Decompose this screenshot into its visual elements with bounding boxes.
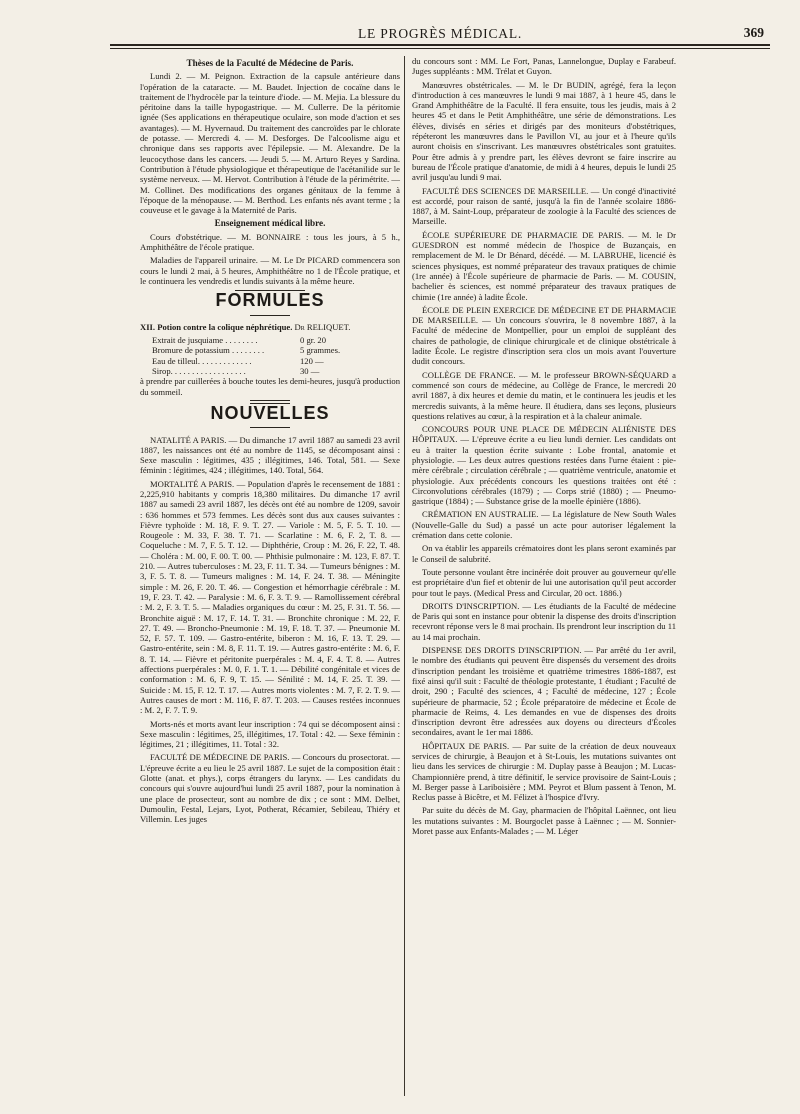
formules-heading: FORMULES: [215, 290, 325, 311]
theses-body: Lundi 2. — M. Peignon. Extraction de la capsule antérieure dans l'opération de la cataracte. — M. Baudet. Injection de cocaïne dans le traitement de l'hydrocèle par la teinture d'iode. — M. Mejia. La blessure du péritoine dans la taille hypogastrique. — M. Cullerre. De la péritomie ignée (Ses applications en thérapeutique oculaire, son mode d'action et ses avantages). — M. Hyvernaud. Du traitement des cancroïdes par le chlorate de potasse. — Mercredi 4. — M. Desforges. De l'alcoolisme aigu et chronique dans ses rapports avec l'épilepsie. — M. Alexandre. De la leucocythose dans les cancers. — Jeudi 5. — M. Arturo Reyes y Sardina. Contribution à l'étude physiologique et thérapeutique de l'acétanilide sur le système nerveux. — M. Hervot. Contribution à l'étude de la périmétrite. — M. Collinet. Des modifications des organes génitaux de la femme à l'époque de la ménopause. — M. Berthod. Les enfants nés avant terme ; la couveuse et le gavage à la Maternité de Paris.: [140, 71, 400, 216]
ingredient-name: Sirop. . . . . . . . . . . . . . . . . .: [152, 366, 246, 377]
cremation-paragraph-2: On va établir les appareils crématoires dont les plans seront examinés par le Conseil de salubrité.: [412, 543, 676, 564]
droits-paragraph: DROITS D'INSCRIPTION. — Les étudiants de la Faculté de médecine de Paris qui sont en instance pour obtenir la dispense des droits d'inscription recevront réponse vers le 8 mai prochain. Ils prendront leur inscription du 11 au 14 mai prochain.: [412, 600, 676, 642]
mortsnes-paragraph: Morts-nés et morts avant leur inscription : 74 qui se décomposent ainsi : Sexe masculin : légitimes, 25, illégitimes, 17. Total : 42. — Sexe féminin : légitimes, 21 ; illégitimes, 11. Total : 32.: [140, 718, 400, 750]
ornament-rule: [140, 308, 400, 318]
gay-paragraph: Par suite du décès de M. Gay, pharmacien de l'hôpital Laënnec, ont lieu les mutations suivantes : M. Bourgoclet passe à Laënnec ; — M. Sonnier-Moret passe aux Enfants-Malades ; — M. Léger: [412, 805, 676, 837]
marseille-paragraph: FACULTÉ DES SCIENCES DE MARSEILLE. — Un congé d'inactivité est accordé, pour raison de santé, jusqu'à la fin de l'année scolaire 1886-1887, à M. Saint-Loup, préparateur de zoologie à la Faculté des sciences de Marseille.: [412, 185, 676, 227]
running-title: LE PROGRÈS MÉDICAL.: [357, 26, 523, 41]
column-divider: [404, 56, 405, 1096]
concours-paragraph: CONCOURS POUR UNE PLACE DE MÉDECIN ALIÉNISTE DES HÔPITAUX. — L'épreuve écrite a eu lieu lundi dernier. Les candidats ont eu à traiter la question écrite suivante : Lobe frontal, anatomie et physiologie. — Les deux autres questions restées dans l'urne étaient : pie-mère cérébrale ; circulation cérébrale ; — quatrième ventricule, anatomie et physiologie. Aux précédents concours les questions traitées ont été : Circonvolutions cérébrales (1879) ; — Corps strié (1880) ; — Pneumo-gastrique (1884) ; — Substance grise de la moelle épinière (1886).: [412, 424, 676, 507]
potion-author: Dr RELIQUET.: [294, 321, 351, 332]
ingredient-qty: 5 grammes.: [300, 345, 341, 356]
mortalite-paragraph: MORTALITÉ A PARIS. — Population d'après le recensement de 1881 : 2,225,910 habitants y compris 18,380 militaires. Du dimanche 17 avril 1887 au samedi 23 avril 1887, les décès ont été au nombre de 1209, savoir : 636 hommes et 573 femmes. Les décès sont dus aux causes suivantes : Fièvre typhoïde : M. 18, F. 9. T. 27. — Variole : M. 5, F. 5. T. 10. — Rougeole : M. 33, F. 38. T. 71. — Scarlatine : M. 6, F. 2, T. 8. — Coqueluche : M. 7, F. 5. T. 12. — Diphthérie, Croup : M. 26, F. 22, T. 48. — Choléra : M. 00, F. 00. T. 00. — Phthisie pulmonaire : M. 123, F. 87. T. 210. — Autres tuberculoses : M. 23, F. 11. T. 34. — Tumeurs bénignes : M. 3, F. 5. T. 8. — Tumeurs malignes : M. 14, F. 24. T. 38. — Méningite simple : M. 26, F. 20. T. 46. — Congestion et hémorrhagie cérébrale : M. 19, F. 23. T. 42. — Paralysie : M. 6, F. 3. T. 9. — Ramollissement cérébral : M. 2, F. 3. T. 5. — Maladies organiques du cœur : M. 25, F. 31. T. 56. — Bronchite aiguë : M. 17, F. 14. T. 31. — Bronchite chronique : M. 22, F. 27. T. 49. — Broncho-Pneumonie : M. 19, F. 18. T. 37. — Pneumonie M. 52, F. 57. T. 109. — Gastro-entérite, biberon : M. 16, F. 13. T. 29. — Gastro-entérite, sein : M. 8, F. 11. T. 19. — Autres gastro-entérite : M. 6, F. 8. T. 14. — Fièvre et péritonite puerpérales : M. 4, F. 4. T. 8. — Autres affections puerpérales : M. 0, F. 1. T. 1. — Débilité congénitale et vices de conformation : M. 6, F. 9, T. 15. — Sénilité : M. 14, F. 25. T. 39. — Suicide : M. 15, F. 12. T. 17. — Autres morts violentes : M. 7, F. 2. T. 9. — Autres causes de mort : M. 116, F. 87. T. 203. — Causes restées inconnues : M. 2, F. 7. T. 9.: [140, 478, 400, 716]
natalite-paragraph: NATALITÉ A PARIS. — Du dimanche 17 avril 1887 au samedi 23 avril 1887, les naissances ont été au nombre de 1145, se décomposant ainsi : Sexe masculin : légitimes, 435 ; illégitimes, 146. Total, 581. — Sexe féminin : légitimes, 424 ; illégitimes, 140. Total, 564.: [140, 434, 400, 476]
enseignement-p2: Maladies de l'appareil urinaire. — M. Le Dr PICARD commencera son cours le lundi 2 mai, à 5 heures, Amphithéâtre no 1 de l'École pratique, et le continuera les vendredis et lundis suivants à la même heure.: [140, 255, 400, 286]
faculte-paragraph: FACULTÉ DE MÉDECINE DE PARIS. — Concours du prosectorat. — L'épreuve écrite a eu lieu le 25 avril 1887. Le sujet de la composition était : Glotte (anat. et phys.), corps étrangers du larynx. — Les candidats du concours qui s'ouvre aujourd'hui lundi 25 avril 1887, pour la nomination à une place de prosecteur, sont au nombre de dix ; ce sont : MM. Delbet, Dumoulin, Festal, Lejars, Lyot, Potherat, Récamier, Sebileau, Thiéry et Villemin. Les juges: [140, 752, 400, 825]
ingredient-name: Eau de tilleul. . . . . . . . . . . . .: [152, 355, 252, 366]
potion-title-line: [140, 322, 400, 332]
dispense-paragraph: DISPENSE DES DROITS D'INSCRIPTION. — Par arrêté du 1er avril, le nombre des étudiants qui peuvent être dispensés du versement des droits d'inscription pendant les troisième et quatrième trimestres 1886-1887, est fixé ainsi qu'il suit : Faculté de théologie protestante, 1 étudiant ; Faculté de droit, 290 ; Faculté des sciences, 4 ; Faculté de médecine, 127 ; École supérieure de pharmacie, 52 ; École préparatoire de médecine et École de pharmacie de Reims, 4. Les demandes en vue de dispenses des droits d'inscription devront être adressées aux doyens ou directeurs d'Écoles secondaires, avant le 1er mai 1886.: [412, 645, 676, 738]
college-paragraph: COLLÈGE DE FRANCE. — M. le professeur BROWN-SÉQUARD a commencé son cours de médecine, au Collège de France, le mercredi 20 avril 1887, à dix heures et demie du matin, et le continuera les jeudis et les mercredis suivants, à la même heure. Il étudiera, dans ses leçons, plusieurs questions relatives au cœur, à la respiration et à la chaleur animale.: [412, 369, 676, 421]
enseignement-title: Enseignement médical libre.: [214, 218, 326, 229]
pharmacie-paragraph: ÉCOLE SUPÉRIEURE DE PHARMACIE DE PARIS. — M. le Dr GUESDRON est nommé médecin de l'hospice de Buzançais, en remplacement de M. le Dr Bénard, décédé. — M. LABRUHE, licencié ès sciences physiques, est nommé préparateur des travaux pratiques de chimie (1re année) à l'École supérieure de pharmacie de Paris. — M. COUSIN, bachelier ès sciences, est nommé préparateur des travaux pratiques de chimie (1re année) à ladite École.: [412, 229, 676, 302]
cremation-paragraph-3: Toute personne voulant être incinérée doit prouver au gouverneur qu'elle est propriétaire d'un fief et obtenir de lui une autorisation qu'il peut accorder pour tout le pays. (Medical Press and Circular, 20 oct. 1886.): [412, 566, 676, 598]
manoeuvres-paragraph: Manœuvres obstétricales. — M. le Dr BUDIN, agrégé, fera la leçon d'introduction à ces manœuvres le lundi 9 mai 1887, à 1 heure 45, dans le Grand Amphithéâtre de la Faculté. Il fera ensuite, tous les jeudis, mais à 2 heures 45 et dans le Petit Amphithéâtre, une série de démonstrations. Les élèves, divisés en séries et dirigés par des moniteurs d'obstétriques, répéteront les manœuvres dans le Pavillon VI, au jour et à l'heure qu'ils auront choisis en s'inscrivant. Les manœuvres obstétricales sont gratuites. Pour être admis à y prendre part, les élèves devront se faire inscrire au bureau de l'École pratique d'anatomie, de midi à 4 heures, depuis le lundi 25 avril jusqu'au lundi 9 mai.: [412, 79, 676, 183]
ingredient-row: [140, 345, 400, 355]
ingredient-qty: 0 gr. 20: [300, 335, 327, 346]
page-header: [110, 22, 770, 44]
hopitaux-paragraph: HÔPITAUX DE PARIS. — Par suite de la création de deux nouveaux services de chirurgie, à Beaujon et à St-Louis, les mutations suivantes ont lieu dans les services de chirurgie : M. Duplay passe à Beaujon ; M. Lucas-Championnière prend, à titre définitif, le service provisoire de Saint-Louis ; M. Berger passe à Lariboisière ; MM. Peyrot et Blum passent à Tenon, M. Reclus passe à Bicêtre, et M. Félizet à l'hospice d'Ivry.: [412, 740, 676, 803]
plein-exercice-paragraph: ÉCOLE DE PLEIN EXERCICE DE MÉDECINE ET DE PHARMACIE DE MARSEILLE. — Un concours s'ouvrira, le 8 novembre 1887, à la Faculté de médecine de Montpellier, pour un emploi de suppléant des chaires de pathologie, de clinique chirurgicale et de clinique obstétricale à ladite École. Le registre d'inscription sera clos un mois avant l'ouverture dudit concours.: [412, 304, 676, 367]
page-number: 369: [743, 25, 764, 40]
nouvelles-heading: NOUVELLES: [210, 402, 330, 423]
ingredient-row: [140, 335, 400, 345]
ingredient-name: Extrait de jusquiame . . . . . . . .: [152, 335, 258, 346]
ingredient-qty: 30 —: [300, 366, 320, 377]
ingredient-qty: 120 —: [300, 355, 324, 366]
ingredient-row: [140, 366, 400, 376]
header-rule: [110, 44, 770, 49]
theses-title: Thèses de la Faculté de Médecine de Paris.: [186, 58, 354, 68]
potion-title: XII. Potion contre la colique néphrétique.: [140, 321, 293, 332]
enseignement-p1: Cours d'obstétrique. — M. BONNAIRE : tous les jours, à 5 h., Amphithéâtre de l'école pratique.: [140, 231, 400, 253]
right-column: [412, 56, 676, 839]
ingredient-row: [140, 356, 400, 366]
juges-paragraph: du concours sont : MM. Le Fort, Panas, Lannelongue, Duplay e Farabeuf. Juges suppléants : MM. Trélat et Guyon.: [412, 56, 676, 77]
left-column: [140, 56, 400, 827]
cremation-paragraph: CRÉMATION EN AUSTRALIE. — La législature de New South Wales (Nouvelle-Galle du Sud) a passé un acte pour autoriser légalement la crémation dans cette colonie.: [412, 509, 676, 541]
recipe: [140, 335, 400, 376]
ingredient-name: Bromure de potassium . . . . . . . .: [152, 345, 265, 356]
ornament-rule: [140, 420, 400, 430]
potion-instructions: à prendre par cuillerées à bouche toutes les demi-heures, jusqu'à production du sommeil.: [140, 376, 400, 397]
